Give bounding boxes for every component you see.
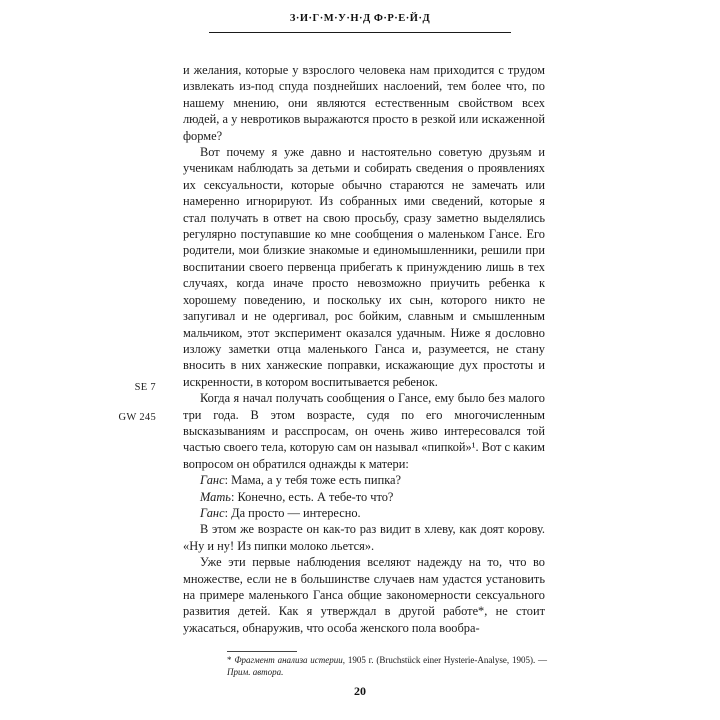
- page-number: 20: [354, 684, 366, 698]
- paragraph: [183, 505, 545, 521]
- text-run: : Мама, а у тебя тоже есть пипка?: [224, 473, 402, 488]
- margin-note-gw245: GW 245: [118, 412, 156, 423]
- text-run: *: [227, 655, 235, 665]
- text-run: Мать: [200, 489, 231, 504]
- text-run: : Конечно, есть. А тебе-то что?: [230, 489, 394, 504]
- text-run: Ганс: [200, 473, 225, 488]
- text-run: Когда я начал получать сообщения о Гансе, ему было без малого три года. В этом возрасте, судя по его многочисленным высказываниям и расспросам, он очень живо интересовался той частью своего тела, которую сам он называл «пипкой»¹. Вот с каким вопросом он обратился однажды к матери:: [183, 391, 545, 471]
- text-run: Уже эти первые наблюдения вселяют надежду на то, что во множестве, если не в большинстве случаев нам удастся установить на примере маленького Ганса общие закономерности сексуального развития детей. Как я утверждал в другой работе*, не стоит ужасаться, обнаружив, что особа женского пола вообра-: [183, 555, 545, 635]
- text-run: : Да просто — интересно.: [224, 505, 361, 520]
- footnote-divider: [227, 651, 297, 652]
- margin-note-se7: SE 7: [134, 382, 156, 393]
- paragraph: [183, 144, 545, 390]
- header-divider: [209, 32, 511, 33]
- text-run: Фрагмент анализа истерии: [234, 655, 343, 665]
- footnote: [227, 655, 547, 678]
- text-column: [183, 62, 545, 636]
- text-run: В этом же возрасте он как-то раз видит в хлеву, как доят корову. «Ну и ну! Из пипки молоко льется».: [183, 522, 545, 553]
- text-run: Вот почему я уже давно и настоятельно советую друзьям и ученикам наблюдать за детьми и собирать сведения о проявлениях их сексуальности, которые обычно стараются не замечать или намеренно игнорируют. Из собранных ими сведений, которые я стал получать в ответ на свою просьбу, сразу заметно выделялись регулярно поступавшие ко мне сообщения о маленьком Гансе. Его родители, мои близкие знакомые и единомышленники, решили при воспитании своего первенца прибегать к принуждению лишь в тех случаях, когда иначе просто невозможно приучить ребенка к хорошему поведению, и поскольку их сын, которого никто не запугивал и не одергивал, рос бойким, славным и смышленным мальчиком, этот эксперимент оказался удачным. Ниже я дословно изложу заметки отца маленького Ганса и, разумеется, не стану вносить в них ханжеские поправки, искажающие дух простоты и искренности, в котором воспитывается ребенок.: [183, 145, 545, 389]
- paragraph: [183, 390, 545, 472]
- running-head: З·И·Г·М·У·Н·Д Ф·Р·Е·Й·Д: [289, 13, 431, 24]
- paragraph: [183, 521, 545, 554]
- paragraph: [183, 554, 545, 636]
- text-run: , 1905 г. (Bruchstück einer Hysterie-Analyse, 1905). —: [342, 655, 548, 665]
- paragraph: [183, 472, 545, 488]
- paragraph: [183, 62, 545, 144]
- text-run: Ганс: [200, 505, 225, 520]
- text-run: и желания, которые у взрослого человека нам приходится с трудом извлекать из-под спуда позднейших наслоений, тем более что, по нашему мнению, они являются естественным свойством всех людей, а у невротиков выражаются просто в резкой или искаженной форме?: [183, 63, 545, 143]
- text-run: Прим. автора.: [227, 666, 284, 677]
- paragraph: [183, 489, 545, 505]
